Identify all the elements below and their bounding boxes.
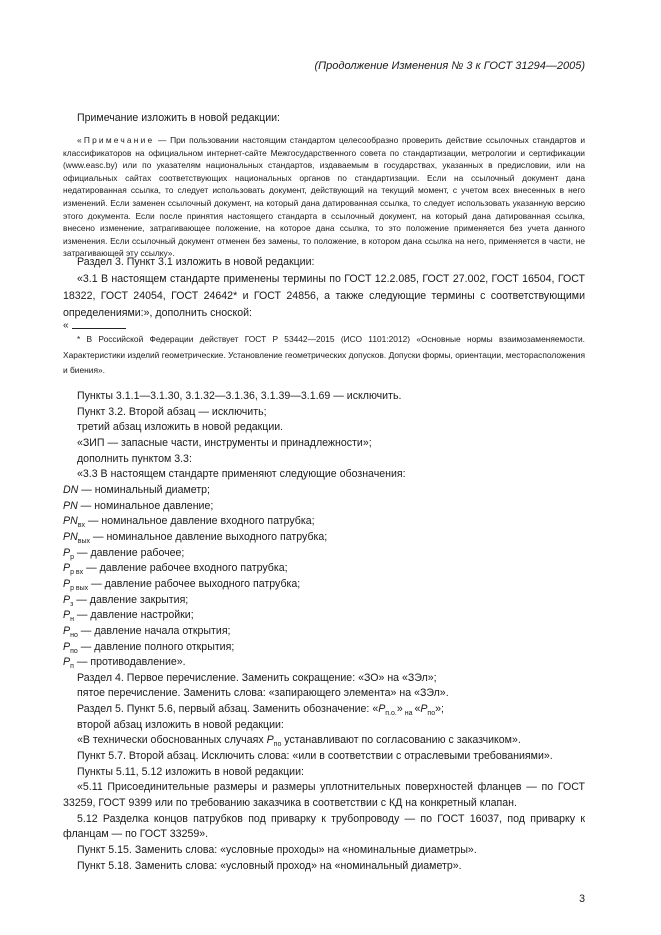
symbol: P [63, 656, 71, 669]
page-number: 3 [579, 893, 585, 905]
symbol-definition [63, 483, 585, 499]
symbol: P [63, 546, 71, 559]
definition: — давление рабочее входного патрубка; [83, 562, 288, 575]
symbol: P [266, 734, 274, 747]
list-line: второй абзац изложить в новой редакции: [77, 718, 284, 731]
list-line: Пункт 5.18. Заменить слова: «условный проход» на «номинальный диаметр». [77, 859, 462, 872]
subscript: по [70, 647, 78, 655]
running-header: (Продолжение Изменения № 3 к ГОСТ 31294—2005) [314, 60, 585, 72]
definition: — давление начала открытия; [77, 624, 231, 637]
definition: — номинальное давление; [77, 499, 214, 512]
subscript: п.о. [385, 710, 397, 718]
subscript: вых [77, 537, 90, 545]
list-line: Пункты 5.11, 5.12 изложить в новой редакции: [77, 765, 304, 778]
list-line: дополнить пунктом 3.3: [77, 452, 192, 465]
list-line: Раздел 4. Первое перечисление. Заменить сокращение: «ЗО» на «ЗЭл»; [77, 671, 437, 684]
text: устанавливают по согласованию с заказчиком». [281, 734, 521, 747]
symbol-definition [63, 577, 585, 593]
symbol: P [63, 562, 71, 575]
subscript: з [70, 600, 74, 608]
symbol-definition [63, 640, 585, 656]
subscript: р вх [70, 569, 84, 577]
footnote-divider [72, 328, 126, 329]
note-text: — При пользовании настоящим стандартом целесообразно проверить действие ссылочных стандартов и классификаторов на официальном интернет-сайте Межгосударственного совета по стандартизации, метрологии и сертификации (www.easc.by) или по указателям национальных стандартов, издаваемым в государствах, указанных в предисловии, или на официальных сайтах соответствующих национальных органов по стандартизации. Если на ссылочный документ дана недатированная ссылка, то следует использовать документ, действующий на текущий момент, с учетом всех внесенных в него изменений. Если заменен ссылочный документ, на который дана датированная ссылка, то следует использовать указанную версию этого документа. Если после принятия настоящего стандарта в ссылочный документ, на который дана датированная ссылка, внесено изменение, затрагивающее положение, на которое дана ссылка, то это положение применяется без учета данного изменения. Если ссылочный документ отменен без замены, то положение, в котором дана ссылка на него, применяется в части, не затрагивающей эту ссылку». [63, 135, 585, 259]
list-line: «3.3 В настоящем стандарте применяют следующие обозначения: [77, 468, 406, 481]
symbol: PN [63, 499, 78, 512]
symbol: DN [63, 483, 79, 496]
subscript: р [70, 553, 74, 561]
note-paragraph [63, 134, 585, 260]
list-line: «5.11 Присоединительные размеры и размеры уплотнительных поверхностей фланцев — по ГОСТ 33259, ГОСТ 9399 или по требованию заказчика в соответствии с КД на конкретный клапан. [63, 781, 585, 810]
symbol-definition [63, 499, 585, 515]
subscript: но [70, 631, 78, 639]
section3-paragraph: «3.1 В настоящем стандарте применены термины по ГОСТ 12.2.085, ГОСТ 27.002, ГОСТ 16504, ГОСТ 18322, ГОСТ 24054, ГОСТ 24642* и ГОСТ 24856, а также следующие термины с соответствующими определениями:», дополнить сноской: [63, 273, 585, 319]
definition: — давление полного открытия; [77, 640, 235, 653]
subscript: по [273, 741, 282, 749]
subscript: по [427, 710, 436, 718]
list-line: Пункт 5.15. Заменить слова: «условные проходы» на «номинальные диаметры». [77, 844, 477, 857]
subscript: н [70, 616, 74, 624]
symbol: P [63, 577, 71, 590]
symbol-definition [63, 546, 585, 562]
list-line: Пункт 5.7. Второй абзац. Исключить слова: «или в соответствии с отраслевыми требованиями». [77, 750, 553, 763]
text: » [396, 703, 403, 716]
symbol-definition [63, 593, 585, 609]
symbol: P [63, 640, 71, 653]
definition: — номинальное давление выходного патрубка; [89, 530, 328, 543]
symbol-definition [63, 561, 585, 577]
text: Раздел 5. Пункт 5.6, первый абзац. Заменить обозначение: « [77, 703, 379, 716]
definition: — давление закрытия; [73, 593, 189, 606]
definition: — противодавление». [73, 656, 186, 669]
symbol: P [378, 703, 386, 716]
amendments-list [63, 389, 585, 874]
text: « [414, 703, 421, 716]
symbol-list [63, 483, 585, 671]
footnote-quote-mark: « [63, 320, 69, 331]
text: на [402, 710, 415, 718]
symbol-definition [63, 530, 585, 546]
footnote-text: * В Российской Федерации действует ГОСТ Р 53442—2015 (ИСО 1101:2012) «Основные нормы взаимозаменяемости. Характеристики изделий геометрические. Установление геометрических допусков. Допуски формы, ориентации, месторасположения и биения». [63, 334, 585, 375]
subscript: вх [77, 522, 85, 530]
intro-line: Примечание изложить в новой редакции: [77, 112, 280, 124]
subscript: р вых [70, 584, 89, 592]
symbol-definition [63, 514, 585, 530]
section3-heading: Раздел 3. Пункт 3.1 изложить в новой редакции: [77, 256, 315, 268]
definition: — номинальный диаметр; [78, 483, 211, 496]
list-line [63, 733, 585, 749]
symbol: P [63, 593, 71, 606]
symbol: P [420, 703, 428, 716]
definition: — давление рабочее; [73, 546, 185, 559]
list-line: третий абзац изложить в новой редакции. [77, 421, 284, 434]
list-line: Пункт 3.2. Второй абзац — исключить; [77, 405, 267, 418]
symbol: PN [63, 530, 78, 543]
symbol-definition [63, 624, 585, 640]
symbol: P [63, 609, 71, 622]
note-label: «Примечание [77, 135, 155, 145]
symbol: PN [63, 515, 78, 528]
list-line: пятое перечисление. Заменить слова: «запирающего элемента» на «ЗЭл». [77, 687, 449, 700]
text: «В технически обоснованных случаях [77, 734, 267, 747]
definition: — номинальное давление входного патрубка; [84, 515, 315, 528]
symbol: P [63, 624, 71, 637]
list-line: 5.12 Разделка концов патрубков под приварку к трубопроводу — по ГОСТ 16037, под приварку к фланцам — по ГОСТ 33259». [63, 812, 585, 841]
subscript: п [70, 663, 74, 671]
definition: — давление рабочее выходного патрубка; [88, 577, 301, 590]
symbol-definition [63, 608, 585, 624]
text: »; [435, 703, 444, 716]
list-line [63, 702, 585, 718]
list-line: «ЗИП — запасные части, инструменты и принадлежности»; [77, 436, 372, 449]
definition: — давление настройки; [73, 609, 194, 622]
list-line: Пункты 3.1.1—3.1.30, 3.1.32—3.1.36, 3.1.39—3.1.69 — исключить. [77, 390, 402, 402]
symbol-definition [63, 655, 585, 671]
